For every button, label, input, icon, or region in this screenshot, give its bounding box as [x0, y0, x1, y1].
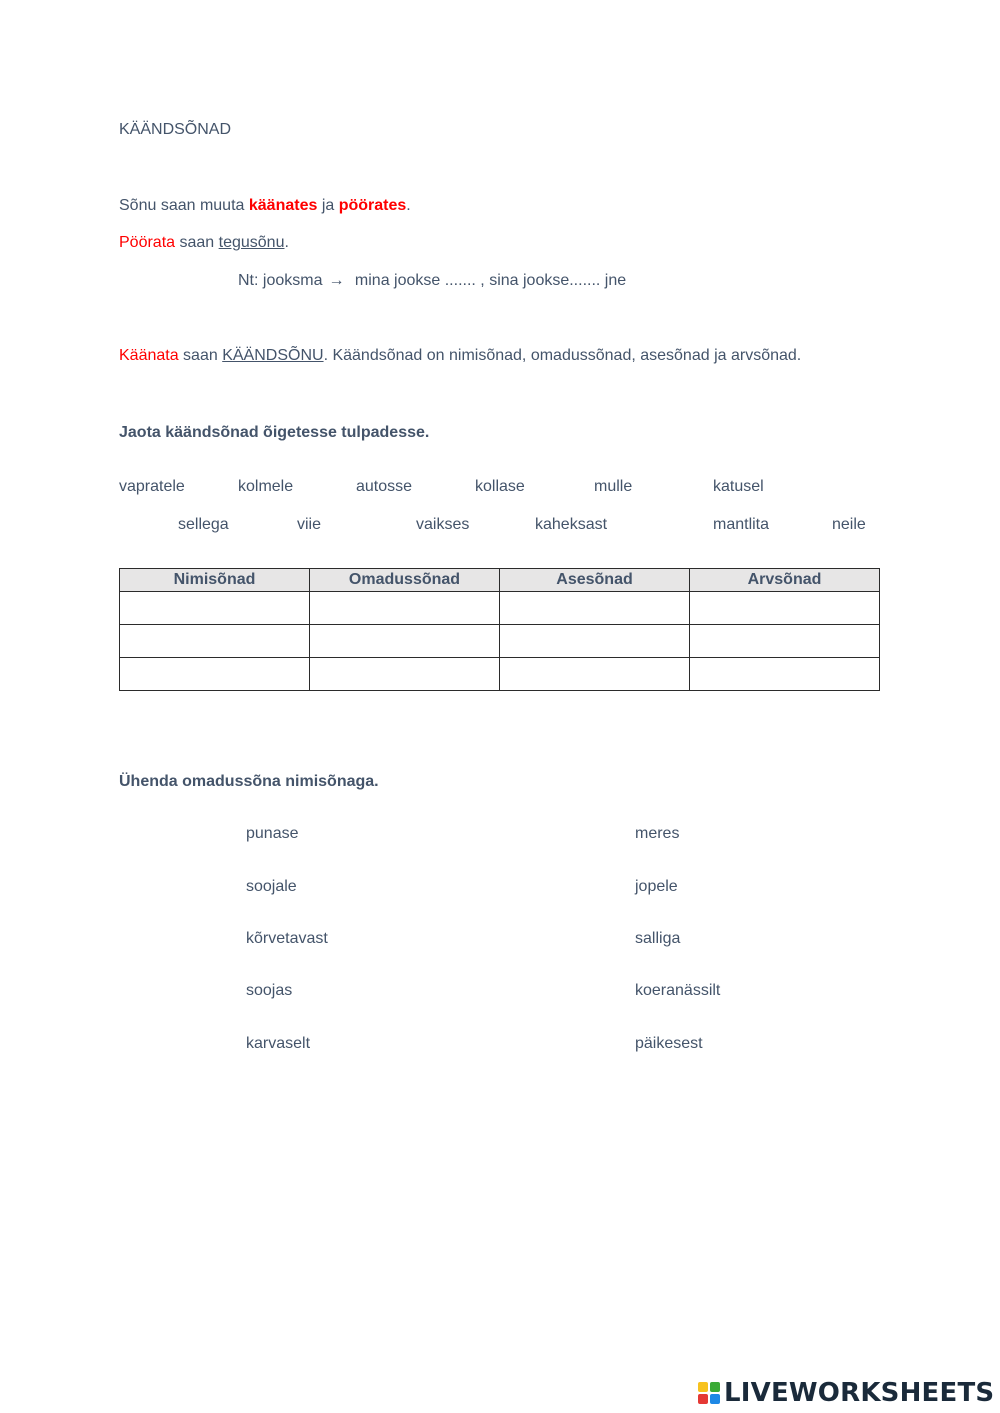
- intro-text: saan: [178, 347, 223, 364]
- table-cell: [500, 592, 690, 625]
- logo-square: [698, 1382, 708, 1392]
- match-left-item[interactable]: soojale: [246, 878, 297, 895]
- brand-name: LIVEWORKSHEETS: [724, 1378, 995, 1408]
- intro-line-1: [119, 196, 411, 216]
- column-header-asesonad: Asesõnad: [500, 569, 690, 592]
- answer-input[interactable]: [690, 592, 879, 624]
- keyword-tegusonu: tegusõnu: [218, 234, 285, 251]
- word-bank-item: katusel: [713, 478, 764, 495]
- word-bank-item: kollase: [475, 478, 525, 495]
- match-left-item[interactable]: kõrvetavast: [246, 930, 328, 947]
- match-right-item[interactable]: jopele: [635, 878, 678, 895]
- word-bank-item: mulle: [594, 478, 633, 495]
- table-cell: [310, 592, 500, 625]
- table-cell: [500, 658, 690, 691]
- match-left-item[interactable]: soojas: [246, 982, 293, 999]
- answer-input[interactable]: [120, 625, 309, 657]
- table-cell: [120, 658, 310, 691]
- table-cell: [690, 658, 880, 691]
- intro-text: .: [406, 197, 411, 214]
- intro-text: Sõnu saan muuta: [119, 197, 249, 214]
- sorting-table: [119, 568, 880, 691]
- match-right-item[interactable]: päikesest: [635, 1035, 703, 1052]
- table-cell: [310, 658, 500, 691]
- logo-square: [698, 1394, 708, 1404]
- table-cell: [310, 625, 500, 658]
- example-text: mina jookse ....... , sina jookse....... jne: [350, 272, 627, 289]
- keyword-kaanata: Käänata: [119, 347, 179, 364]
- answer-input[interactable]: [500, 658, 689, 690]
- liveworksheets-logo-icon: [698, 1382, 720, 1404]
- keyword-poorates: pöörates: [338, 197, 407, 214]
- table-cell: [120, 592, 310, 625]
- liveworksheets-brand: [698, 1378, 994, 1408]
- answer-input[interactable]: [310, 592, 499, 624]
- answer-input[interactable]: [120, 658, 309, 690]
- answer-input[interactable]: [500, 625, 689, 657]
- intro-text: . Käändsõnad on nimisõnad, omadussõnad, asesõnad ja arvsõnad.: [323, 347, 802, 364]
- match-left-item[interactable]: punase: [246, 825, 299, 842]
- example-text: Nt: jooksma: [238, 272, 323, 289]
- intro-text: .: [284, 234, 289, 251]
- match-right-item[interactable]: meres: [635, 825, 680, 842]
- page-title: KÄÄNDSÕNAD: [119, 121, 232, 138]
- answer-input[interactable]: [500, 592, 689, 624]
- word-bank-item: kolmele: [238, 478, 294, 495]
- logo-square: [710, 1394, 720, 1404]
- table-row: [120, 592, 880, 625]
- column-header-nimisonad: Nimisõnad: [120, 569, 310, 592]
- table-row: [120, 658, 880, 691]
- word-bank-item: neile: [832, 516, 866, 533]
- intro-line-2: [119, 233, 289, 253]
- match-left-item[interactable]: karvaselt: [246, 1035, 311, 1052]
- answer-input[interactable]: [120, 592, 309, 624]
- task2-heading: Ühenda omadussõna nimisõnaga.: [119, 773, 379, 790]
- word-bank-item: kaheksast: [535, 516, 608, 533]
- arrow-right-icon: →: [328, 272, 345, 289]
- example-line: [238, 271, 626, 291]
- intro-text: ja: [317, 197, 339, 214]
- table-cell: [690, 592, 880, 625]
- answer-input[interactable]: [690, 625, 879, 657]
- table-cell: [690, 625, 880, 658]
- keyword-kaanates: käänates: [248, 197, 318, 214]
- answer-input[interactable]: [310, 658, 499, 690]
- table-row: [120, 625, 880, 658]
- task1-heading: Jaota käändsõnad õigetesse tulpadesse.: [119, 424, 430, 441]
- logo-square: [710, 1382, 720, 1392]
- table-header-row: [120, 569, 880, 592]
- keyword-poorata: Pöörata: [119, 234, 176, 251]
- match-right-item[interactable]: koeranässilt: [635, 982, 721, 999]
- table-cell: [120, 625, 310, 658]
- keyword-kaandsonu: KÄÄNDSÕNU: [222, 347, 324, 364]
- word-bank-item: vaikses: [416, 516, 470, 533]
- word-bank-item: autosse: [356, 478, 413, 495]
- column-header-arvsonad: Arvsõnad: [690, 569, 880, 592]
- intro-line-4: [119, 346, 801, 366]
- word-bank-item: mantlita: [713, 516, 770, 533]
- word-bank-item: sellega: [178, 516, 229, 533]
- answer-input[interactable]: [310, 625, 499, 657]
- table-cell: [500, 625, 690, 658]
- intro-text: saan: [175, 234, 219, 251]
- answer-input[interactable]: [690, 658, 879, 690]
- column-header-omadussonad: Omadussõnad: [310, 569, 500, 592]
- word-bank-item: viie: [297, 516, 322, 533]
- match-right-item[interactable]: salliga: [635, 930, 681, 947]
- word-bank-item: vapratele: [119, 478, 185, 495]
